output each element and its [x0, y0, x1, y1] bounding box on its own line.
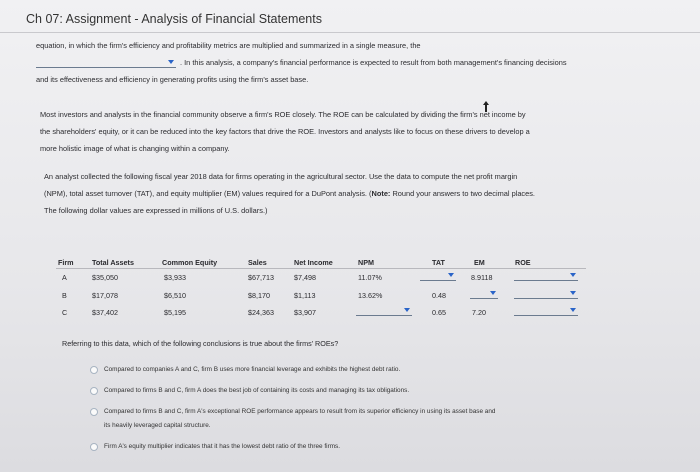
- para2-line-2: the shareholders' equity, or it can be reduced into the key factors that drive the ROE. Investors and analysts like to focus on these drivers to develop a: [40, 127, 530, 136]
- option-1-label[interactable]: Compared to companies A and C, firm B uses more financial leverage and exhibits the highest debt ratio.: [104, 366, 401, 373]
- col-header-net-income: Net Income: [294, 258, 333, 267]
- col-header-firm: Firm: [58, 258, 74, 267]
- row-b-em-dropdown[interactable]: [470, 290, 498, 299]
- col-header-npm: NPM: [358, 258, 374, 267]
- chevron-down-icon: [168, 60, 174, 64]
- chevron-down-icon: [448, 273, 454, 277]
- table-header-divider: [56, 268, 586, 269]
- row-a-tat-dropdown[interactable]: [420, 272, 456, 281]
- option-3-radio[interactable]: [90, 408, 98, 416]
- col-header-sales: Sales: [248, 258, 267, 267]
- row-a-common-equity: $3,933: [164, 273, 186, 282]
- option-2-radio[interactable]: [90, 387, 98, 395]
- row-c-total-assets: $37,402: [92, 308, 118, 317]
- chevron-down-icon: [404, 308, 410, 312]
- row-c-npm-dropdown[interactable]: [356, 307, 412, 316]
- note-label: Note:: [371, 189, 391, 198]
- chevron-down-icon: [570, 273, 576, 277]
- option-4-radio[interactable]: [90, 443, 98, 451]
- chevron-down-icon: [570, 308, 576, 312]
- col-header-common-equity: Common Equity: [162, 258, 218, 267]
- intro-line-2: [36, 55, 567, 70]
- row-b-net-income: $1,113: [294, 291, 316, 300]
- option-1-radio[interactable]: [90, 366, 98, 374]
- row-a-em: 8.9118: [471, 273, 493, 282]
- para3-line-2: [44, 186, 535, 201]
- row-b-npm: 13.62%: [358, 291, 383, 300]
- row-a-npm: 11.07%: [358, 273, 382, 282]
- para3-line-2-post: Round your answers to two decimal places.: [390, 189, 535, 198]
- option-3-label-continued[interactable]: its heavily leveraged capital structure.: [104, 422, 211, 429]
- row-c-roe-dropdown[interactable]: [514, 307, 578, 316]
- row-c-net-income: $3,907: [294, 308, 316, 317]
- row-b-firm: B: [62, 291, 67, 300]
- question-text: Referring to this data, which of the following conclusions is true about the firms' ROEs?: [62, 339, 339, 348]
- row-b-roe-dropdown[interactable]: [514, 290, 578, 299]
- row-c-firm: C: [62, 308, 68, 317]
- row-b-tat: 0.48: [432, 291, 446, 300]
- row-c-em: 7.20: [472, 308, 486, 317]
- chevron-down-icon: [490, 291, 496, 295]
- row-a-net-income: $7,498: [294, 273, 316, 282]
- row-a-sales: $67,713: [248, 273, 274, 282]
- row-a-total-assets: $35,050: [92, 273, 118, 282]
- option-3-label[interactable]: Compared to firms B and C, firm A's exceptional ROE performance appears to result from its superior efficiency in using its asset base and: [104, 408, 496, 415]
- col-header-total-assets: Total Assets: [92, 258, 134, 267]
- row-c-sales: $24,363: [248, 308, 274, 317]
- title-divider: [0, 32, 700, 33]
- chevron-down-icon: [570, 291, 576, 295]
- para3-line-2-pre: (NPM), total asset turnover (TAT), and equity multiplier (EM) values required for a DuPont analysis. (: [44, 189, 372, 198]
- dupont-dropdown[interactable]: [36, 58, 176, 68]
- col-header-roe: ROE: [515, 258, 531, 267]
- para2-line-1: Most investors and analysts in the financial community observe a firm's ROE closely. The ROE can be calculated by dividing the firm's net income by: [40, 110, 526, 119]
- row-a-firm: A: [62, 273, 67, 282]
- option-4-label[interactable]: Firm A's equity multiplier indicates that it has the lowest debt ratio of the three firms.: [104, 443, 341, 450]
- row-c-tat: 0.65: [432, 308, 446, 317]
- intro-line-1: equation, in which the firm's efficiency and profitability metrics are multiplied and summarized in a single measure, the: [36, 41, 421, 50]
- row-b-common-equity: $6,510: [164, 291, 186, 300]
- row-b-total-assets: $17,078: [92, 291, 118, 300]
- col-header-em: EM: [474, 258, 485, 267]
- intro-line-3: and its effectiveness and efficiency in generating profits using the firm's asset base.: [36, 75, 309, 84]
- intro-line-2-text: . In this analysis, a company's financial performance is expected to result from both management's financing decisions: [180, 58, 567, 67]
- row-a-roe-dropdown[interactable]: [514, 272, 578, 281]
- row-b-sales: $8,170: [248, 291, 270, 300]
- page-title: Ch 07: Assignment - Analysis of Financial Statements: [26, 12, 322, 26]
- row-c-common-equity: $5,195: [164, 308, 186, 317]
- para3-line-1: An analyst collected the following fiscal year 2018 data for firms operating in the agricultural sector. Use the data to compute the net profit margin: [44, 172, 518, 181]
- col-header-tat: TAT: [432, 258, 445, 267]
- option-2-label[interactable]: Compared to firms B and C, firm A does the best job of containing its costs and managing its tax obligations.: [104, 387, 410, 394]
- para2-line-3: more holistic image of what is changing within a company.: [40, 144, 230, 153]
- para3-line-3: The following dollar values are expressed in millions of U.S. dollars.): [44, 206, 268, 215]
